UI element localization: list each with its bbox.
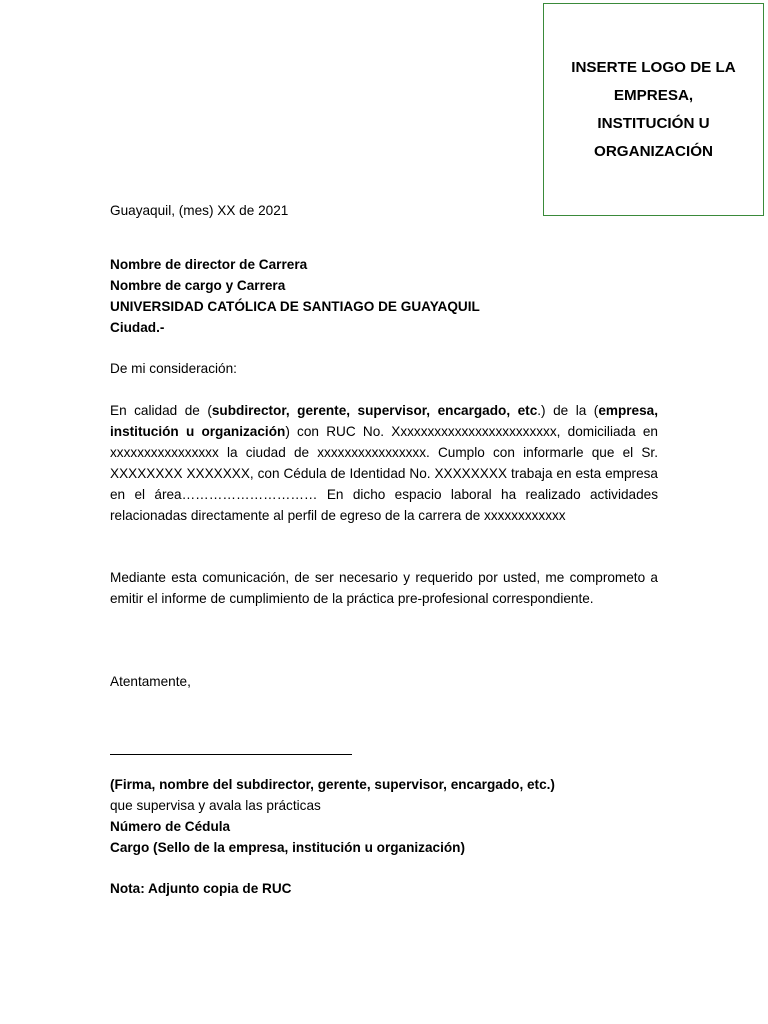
signature-id-line: Número de Cédula <box>110 819 231 834</box>
signature-line <box>110 754 352 755</box>
signature-name-line: (Firma, nombre del subdirector, gerente, supervisor, encargado, etc.) <box>110 777 555 792</box>
logo-placeholder-box <box>543 3 764 216</box>
body-paragraph-2: Mediante esta comunicación, de ser necesario y requerido por usted, me comprometo a emitir el informe de cumplimiento de la práctica pre-profesional correspondiente. <box>110 570 658 606</box>
recipient-block <box>110 254 658 338</box>
salutation: De mi consideración: <box>110 361 237 376</box>
date-line: Guayaquil, (mes) XX de 2021 <box>110 203 289 218</box>
recipient-position: Nombre de cargo y Carrera <box>110 278 286 293</box>
logo-placeholder-text: INSERTE LOGO DE LA EMPRESA, INSTITUCIÓN U ORGANIZACIÓN <box>571 58 736 160</box>
signature-stamp-line: Cargo (Sello de la empresa, institución u organización) <box>110 840 466 855</box>
recipient-name: Nombre de director de Carrera <box>110 257 308 272</box>
note: Nota: Adjunto copia de RUC <box>110 881 292 896</box>
signature-block <box>110 774 670 858</box>
closing: Atentamente, <box>110 674 191 689</box>
recipient-city: Ciudad.- <box>110 320 165 335</box>
body-paragraph-1: En calidad de (subdirector, gerente, supervisor, encargado, etc.) de la (empresa, institución u organización) con RUC No. Xxxxxxxxxxxxxxxxxxxxxxxx, domiciliada en xxxxxxxxxxxxxxxx la ciudad de xxxxxxxxxxxxxxxx. Cumplo con informarle que el Sr. XXXXXXXX XXXXXXX, con Cédula de Identidad No. XXXXXXXX trabaja en esta empresa en el área………………………… En dicho espacio laboral ha realizado actividades relacionadas directamente al perfil de egreso de la carrera de xxxxxxxxxxxx <box>110 403 659 523</box>
signature-role-line: que supervisa y avala las prácticas <box>110 798 321 813</box>
recipient-university: UNIVERSIDAD CATÓLICA DE SANTIAGO DE GUAYAQUIL <box>110 299 480 314</box>
